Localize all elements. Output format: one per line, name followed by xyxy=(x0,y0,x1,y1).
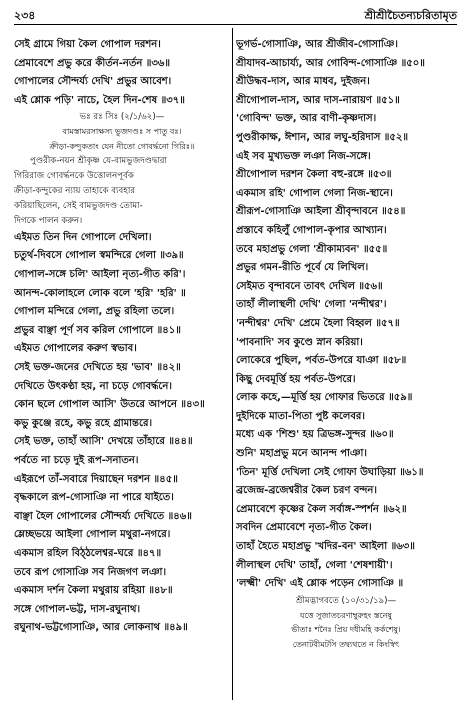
verse-line: লীলাস্থল দেখি' তাহাঁ, গেলা 'শেষশায়ী'। xyxy=(236,559,393,571)
verse-line: প্রভুর বাঞ্ছা পূর্ণ সব করিল গোপালে ॥৪১॥ xyxy=(14,324,181,336)
verse-line: প্রস্তাবে কহিলুঁ গোপাল-কৃপার আখ্যান। xyxy=(236,224,387,236)
sanskrit-line: ক্রীড়া-কন্দুকতাং যেন নীতো গোবর্দ্ধনো গিরিঃ॥ xyxy=(49,141,195,151)
verse-line: আনন্দ-কোলাহলে লোক বলে 'হরি' 'হরি' ॥ xyxy=(14,287,186,299)
verse-line: প্রেমাবেশে কৃষ্ণের কৈল সর্বাঙ্গ-স্পর্শন ॥৬২॥ xyxy=(236,503,407,515)
citation: ভঃ রঃ সিঃ (২/১/৬২)— xyxy=(79,112,165,123)
verse-line: রঘুনাথ-ভট্টগোসাঞি, আর লোকনাথ ॥৪৯॥ xyxy=(14,622,188,634)
verse-line: চতুর্থ-দিবসে গোপাল স্বমন্দিরে গেলা ॥৩৯॥ xyxy=(14,250,184,262)
verse-line: একমাস রহিল বিঠ্‌ঠলেশ্বর-ঘরে ॥৪৭॥ xyxy=(14,547,162,559)
verse-line: গোপালের সৌন্দর্য্য দেখি' প্রভুর আবেশ। xyxy=(14,76,172,88)
translation-line: পুণ্ডরীক-নয়ন শ্রীকৃষ্ণ যে-বামভুজদণ্ডদ্বারা xyxy=(30,156,167,167)
verse-line: কিছু দেবমূর্ত্তি হয় পর্বত-উপরে। xyxy=(236,373,356,385)
verse-line: লোকেরে পুছিল, পর্বত-উপরে যাঞা ॥৫৮॥ xyxy=(236,355,407,367)
citation: শ্রীমদ্ভাগবতে (১০/৩১/১৯)— xyxy=(295,595,397,606)
translation-line: ক্রীড়া-কন্দুকের ন্যায় তাহাকে ব্যবহার xyxy=(14,186,136,197)
verse-line: পর্বতে না চড়ে দুই রূপ-সনাতন। xyxy=(14,454,139,466)
verse-line: ভূগর্ভ-গোসাঞি, আর শ্রীজীব-গোসাঞি। xyxy=(236,39,398,50)
verse-line: প্রেমাবেশে প্রভু করে কীর্তন-নর্তন ॥৩৬॥ xyxy=(14,57,171,69)
verse-line: শ্রীগোপাল-দাস, আর দাস-নারায়ণ ॥৫১॥ xyxy=(236,94,400,106)
sanskrit-line: বামস্তামরসাক্ষস্য ভুজদণ্ডঃ স পাতু বঃ। xyxy=(62,127,182,137)
verse-line: তবে মহাপ্রভু গেলা 'শ্রীকাম্যবন' ॥৫৫॥ xyxy=(236,243,388,255)
translation-line: করিয়াছিলেন, সেই বামভুজদণ্ড তোমা- xyxy=(14,201,143,211)
verse-line: দুইদিকে মাতা-পিতা পুষ্ট কলেবর। xyxy=(236,410,365,422)
verse-line: মধ্যে এক 'শিশু' হয় ত্রিভঙ্গ-সুন্দর ॥৬০॥ xyxy=(236,429,394,441)
sanskrit-line: যত্তে সুজাতচরণাম্বুরুহং স্তনেষু xyxy=(300,610,392,620)
verse-line: প্রভুর গমন-রীতি পূর্বে যে লিখিল। xyxy=(236,262,369,274)
sanskrit-line: তেনাটবীমটসি তদ্ব্যথতে ন কিংস্বিৎ xyxy=(292,639,400,649)
right-column xyxy=(236,36,456,652)
verse-line: সেইমত বৃন্দাবনে তাবৎ দেখিল ॥৫৬॥ xyxy=(236,280,383,292)
verse-line: দেখিতে উৎকণ্ঠা হয়, না চড়ে গোবর্দ্ধনে। xyxy=(14,380,172,392)
verse-line: 'গোবিন্দ' ভক্ত, আর বাণী-কৃষ্ণদাস। xyxy=(236,113,377,125)
verse-line: পুণ্ডরীকাক্ষ, ঈশান, আর লঘু-হরিদাস ॥৫২॥ xyxy=(236,131,409,143)
verse-line: বৃদ্ধকালে রূপ-গোসাঞি না পারে যাইতে। xyxy=(14,492,174,504)
verse-line: একমাস দর্শন কৈলা মথুরায় রহিয়া ॥৪৮॥ xyxy=(14,585,173,597)
verse-line: কভু কুঞ্জে রহে, কভু রহে গ্রামান্তরে। xyxy=(14,417,153,429)
verse-line: সেই ভক্ত-জনের দেখিতে হয় 'ভাব' ॥৪২॥ xyxy=(14,361,181,373)
book-title: শ্রীশ্রীচৈতন্যচরিতামৃত xyxy=(364,9,457,22)
verse-line: গোপাল মন্দিরে গেলা, প্রভু রহিলা তলে। xyxy=(14,306,175,318)
verse-line: সেই গ্রামে গিয়া কৈল গোপাল দরশন। xyxy=(14,39,161,50)
verse-line: এই সব মুখ্যভক্ত লঞা নিজ-সঙ্গে। xyxy=(236,150,371,162)
verse-line: কোন ছলে গোপাল আসি' উতরে আপনে ॥৪৩॥ xyxy=(14,399,205,411)
sanskrit-line: ভীতাঃ শনৈঃ প্রিয় দধীমহি কর্কশেষু। xyxy=(291,625,401,635)
verse-line: বাঞ্ছা হৈল গোপালের সৌন্দর্য্য দেখিতে ॥৪৬॥ xyxy=(14,510,192,522)
verse-line: শ্রীযাদব-আচার্য্য, আর গোবিন্দ-গোসাঞি ॥৫০॥ xyxy=(236,57,425,69)
left-column xyxy=(14,36,230,638)
verse-line: একমাস রহি' গোপাল গেলা নিজ-স্থানে। xyxy=(236,187,393,199)
verse-line: সবদিন প্রেমাবেশে নৃত্য-গীত কৈল। xyxy=(236,522,372,534)
verse-line: তাহাঁ লীলাস্থলী দেখি' গেলা 'নন্দীশ্বর'। xyxy=(236,299,387,311)
verse-line: শুনি' মহাপ্রভু মনে আনন্দ পাঞা। xyxy=(236,448,367,460)
verse-line: সেই ভক্ত, তাহাঁ আসি' দেখয়ে তাঁহারে ॥৪৪॥ xyxy=(14,436,193,448)
verse-line: তবে রূপ গোসাঞি সব নিজগণ লঞা। xyxy=(14,566,167,578)
translation-line: গিরিরাজ গোবর্দ্ধনকে উত্তোলনপূর্বক xyxy=(14,171,134,182)
column-divider xyxy=(232,28,233,700)
verse-line: শ্রীগোপাল দরশন কৈলা বহু-রঙ্গে ॥৫৩॥ xyxy=(236,169,392,181)
page-header xyxy=(14,6,457,25)
verse-line: 'নন্দীশ্বর' দেখি' প্রেমে হৈলা বিহ্বল ॥৫৭॥ xyxy=(236,317,400,329)
verse-line: গোপাল-সঙ্গে চলি' আইলা নৃত্য-গীত করি'। xyxy=(14,269,186,280)
verse-line: 'পাবনাদি' সব কুণ্ডে স্নান করিয়া। xyxy=(236,336,363,348)
verse-line: শ্রীউদ্ধব-দাস, আর মাধব, দুইজন। xyxy=(236,76,370,88)
verse-line: এইরূপে তাঁ-সবারে দিয়াছেন দরশন ॥৪৫॥ xyxy=(14,473,178,485)
translation-line: দিগকে পালন করুন। xyxy=(14,215,83,226)
verse-line: এইমত তিন দিন গোপালে দেখিলা। xyxy=(14,231,152,243)
verse-line: ব্রজেন্দ্র-ব্রজেশ্বরীর কৈল চরণ বন্দন। xyxy=(236,485,377,497)
verse-line: 'তিন' মূর্ত্তি দেখিলা সেই গোফা উঘাড়িয়া ॥৬১॥ xyxy=(236,466,424,478)
verse-line: এইমত গোপালের করুণ স্বভাব। xyxy=(14,343,137,355)
verse-line: এই শ্লোক পড়ি' নাচে, হৈল দিন-শেষ ॥৩৭॥ xyxy=(14,94,185,106)
verse-line: শ্রীরূপ-গোসাঞি আইলা শ্রীবৃন্দাবনে ॥৫৪॥ xyxy=(236,206,406,218)
verse-line: সঙ্গে গোপাল-ভট্ট, দাস-রঘুনাথ। xyxy=(14,603,141,615)
verse-line: ম্লেচ্ছভয়ে আইলা গোপাল মথুরা-নগরে। xyxy=(14,529,171,541)
verse-line: তাহাঁ হৈতে মহাপ্রভু 'খদির-বন' আইলা ॥৬৩॥ xyxy=(236,541,415,553)
page-number: ২৩৪ xyxy=(14,9,36,22)
verse-line: 'লক্ষ্মী' দেখি' এই শ্লোক পড়েন গোসাঞি ॥ xyxy=(236,578,404,590)
verse-line: লোক কহে,—মূর্ত্তি হয় গোফার ভিতরে ॥৫৯॥ xyxy=(236,392,413,404)
